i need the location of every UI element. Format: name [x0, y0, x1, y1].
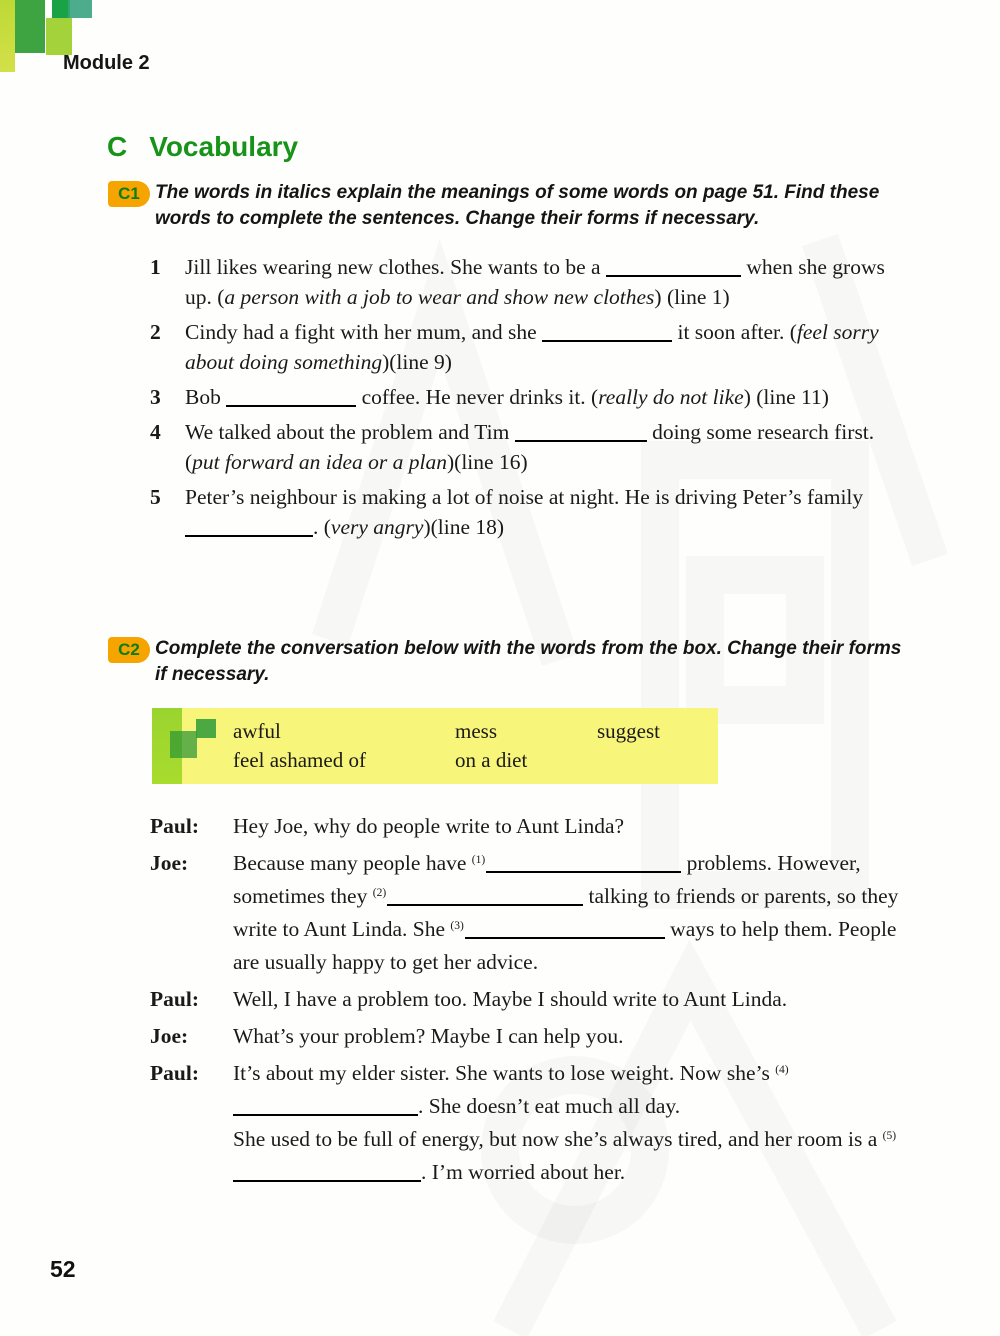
word-box-words: [233, 717, 660, 775]
exercise-badge-c2: C2: [108, 637, 150, 663]
exercise-badge-c1: C1: [108, 181, 150, 207]
dialogue-turn: [150, 983, 918, 1016]
dialogue-text: Because many people have $^{(1)}$ problems. However, sometimes they $^{(2)}$ talking to friends or parents, so they write to Aunt Linda. She $^{(3)}$ ways to help them. People are usually happy to get her advice.: [233, 851, 899, 974]
word-item: awful: [233, 719, 281, 743]
item-text: Peter’s neighbour is making a lot of noise at night. He is driving Peter’s family . (very angry)(line 18): [185, 485, 864, 539]
fill-in-blank: [233, 1096, 418, 1116]
logo-square: [0, 0, 15, 72]
logo-square: [68, 0, 92, 18]
exercise-item: [150, 382, 912, 412]
item-number: 3: [150, 385, 161, 409]
fill-in-blank: [542, 322, 672, 342]
word-item-empty: [597, 746, 660, 775]
speaker-label: Paul:: [150, 1061, 199, 1085]
c1-instructions: The words in italics explain the meanings of some words on page 51. Find these words to complete the sentences. Change their forms if necessary.: [155, 182, 880, 229]
fill-in-blank: [233, 1162, 421, 1182]
fill-in-blank: [486, 853, 681, 873]
section-heading: [107, 131, 298, 163]
word-item: mess: [455, 719, 497, 743]
dialogue: [150, 810, 918, 1193]
fill-in-blank: [606, 257, 741, 277]
speaker-label: Joe:: [150, 1024, 189, 1048]
fill-in-blank: [515, 422, 647, 442]
module-label: Module 2: [63, 52, 150, 74]
section-title: Vocabulary: [149, 131, 299, 162]
dialogue-text: Hey Joe, why do people write to Aunt Linda?: [233, 814, 625, 838]
item-text: Jill likes wearing new clothes. She wants to be a when she grows up. (a person with a job to wear and show new clothes) (line 1): [185, 255, 885, 309]
fill-in-blank: [226, 387, 356, 407]
speaker-label: Joe:: [150, 851, 189, 875]
item-text: We talked about the problem and Tim doing some research first. (put forward an idea or a plan)(line 16): [185, 420, 875, 474]
blank-ref-number: (2): [372, 887, 387, 899]
word-box-decoration-square: [170, 731, 197, 758]
dialogue-turn: [150, 1057, 918, 1189]
blank-ref-number: (3): [450, 920, 464, 932]
c2-instructions: Complete the conversation below with the words from the box. Change their forms if necessary.: [155, 638, 902, 685]
exercise-item: [150, 252, 912, 312]
word-item: on a diet: [455, 748, 528, 772]
dialogue-text: It’s about my elder sister. She wants to lose weight. Now she’s $^{(4)}$. She doesn’t eat much all day. She used to be full of energy, but now she’s always tired, and her room is a $^{(5)}$. I’m worried about her.: [233, 1061, 897, 1184]
dialogue-turn: [150, 847, 918, 979]
dialogue-text: What’s your problem? Maybe I can help you.: [233, 1024, 624, 1048]
dialogue-turn: [150, 1020, 918, 1053]
word-box: [152, 708, 718, 784]
item-number: 2: [150, 320, 161, 344]
word-item: suggest: [597, 719, 660, 743]
exercise-item: [150, 417, 912, 477]
blank-ref-number: (5): [882, 1130, 897, 1142]
speaker-label: Paul:: [150, 987, 199, 1011]
item-number: 5: [150, 485, 161, 509]
fill-in-blank: [185, 517, 313, 537]
word-item: feel ashamed of: [233, 748, 366, 772]
exercise-item: [150, 317, 912, 377]
fill-in-blank: [387, 886, 583, 906]
section-letter: C: [107, 131, 128, 162]
item-number: 4: [150, 420, 161, 444]
dialogue-turn: [150, 810, 918, 843]
logo-square: [15, 0, 45, 53]
item-text: Bob coffee. He never drinks it. (really do not like) (line 11): [185, 385, 829, 409]
item-text: Cindy had a fight with her mum, and she it soon after. (feel sorry about doing something)(line 9): [185, 320, 879, 374]
word-box-decoration-square: [196, 719, 216, 738]
c1-items: [150, 252, 912, 547]
item-number: 1: [150, 255, 161, 279]
logo-square: [46, 18, 72, 55]
blank-ref-number: (1): [471, 854, 486, 866]
fill-in-blank: [465, 919, 665, 939]
speaker-label: Paul:: [150, 814, 199, 838]
exercise-item: [150, 482, 912, 542]
dialogue-text: Well, I have a problem too. Maybe I should write to Aunt Linda.: [233, 987, 788, 1011]
page-number: 52: [50, 1256, 76, 1282]
blank-ref-number: (4): [775, 1064, 789, 1076]
